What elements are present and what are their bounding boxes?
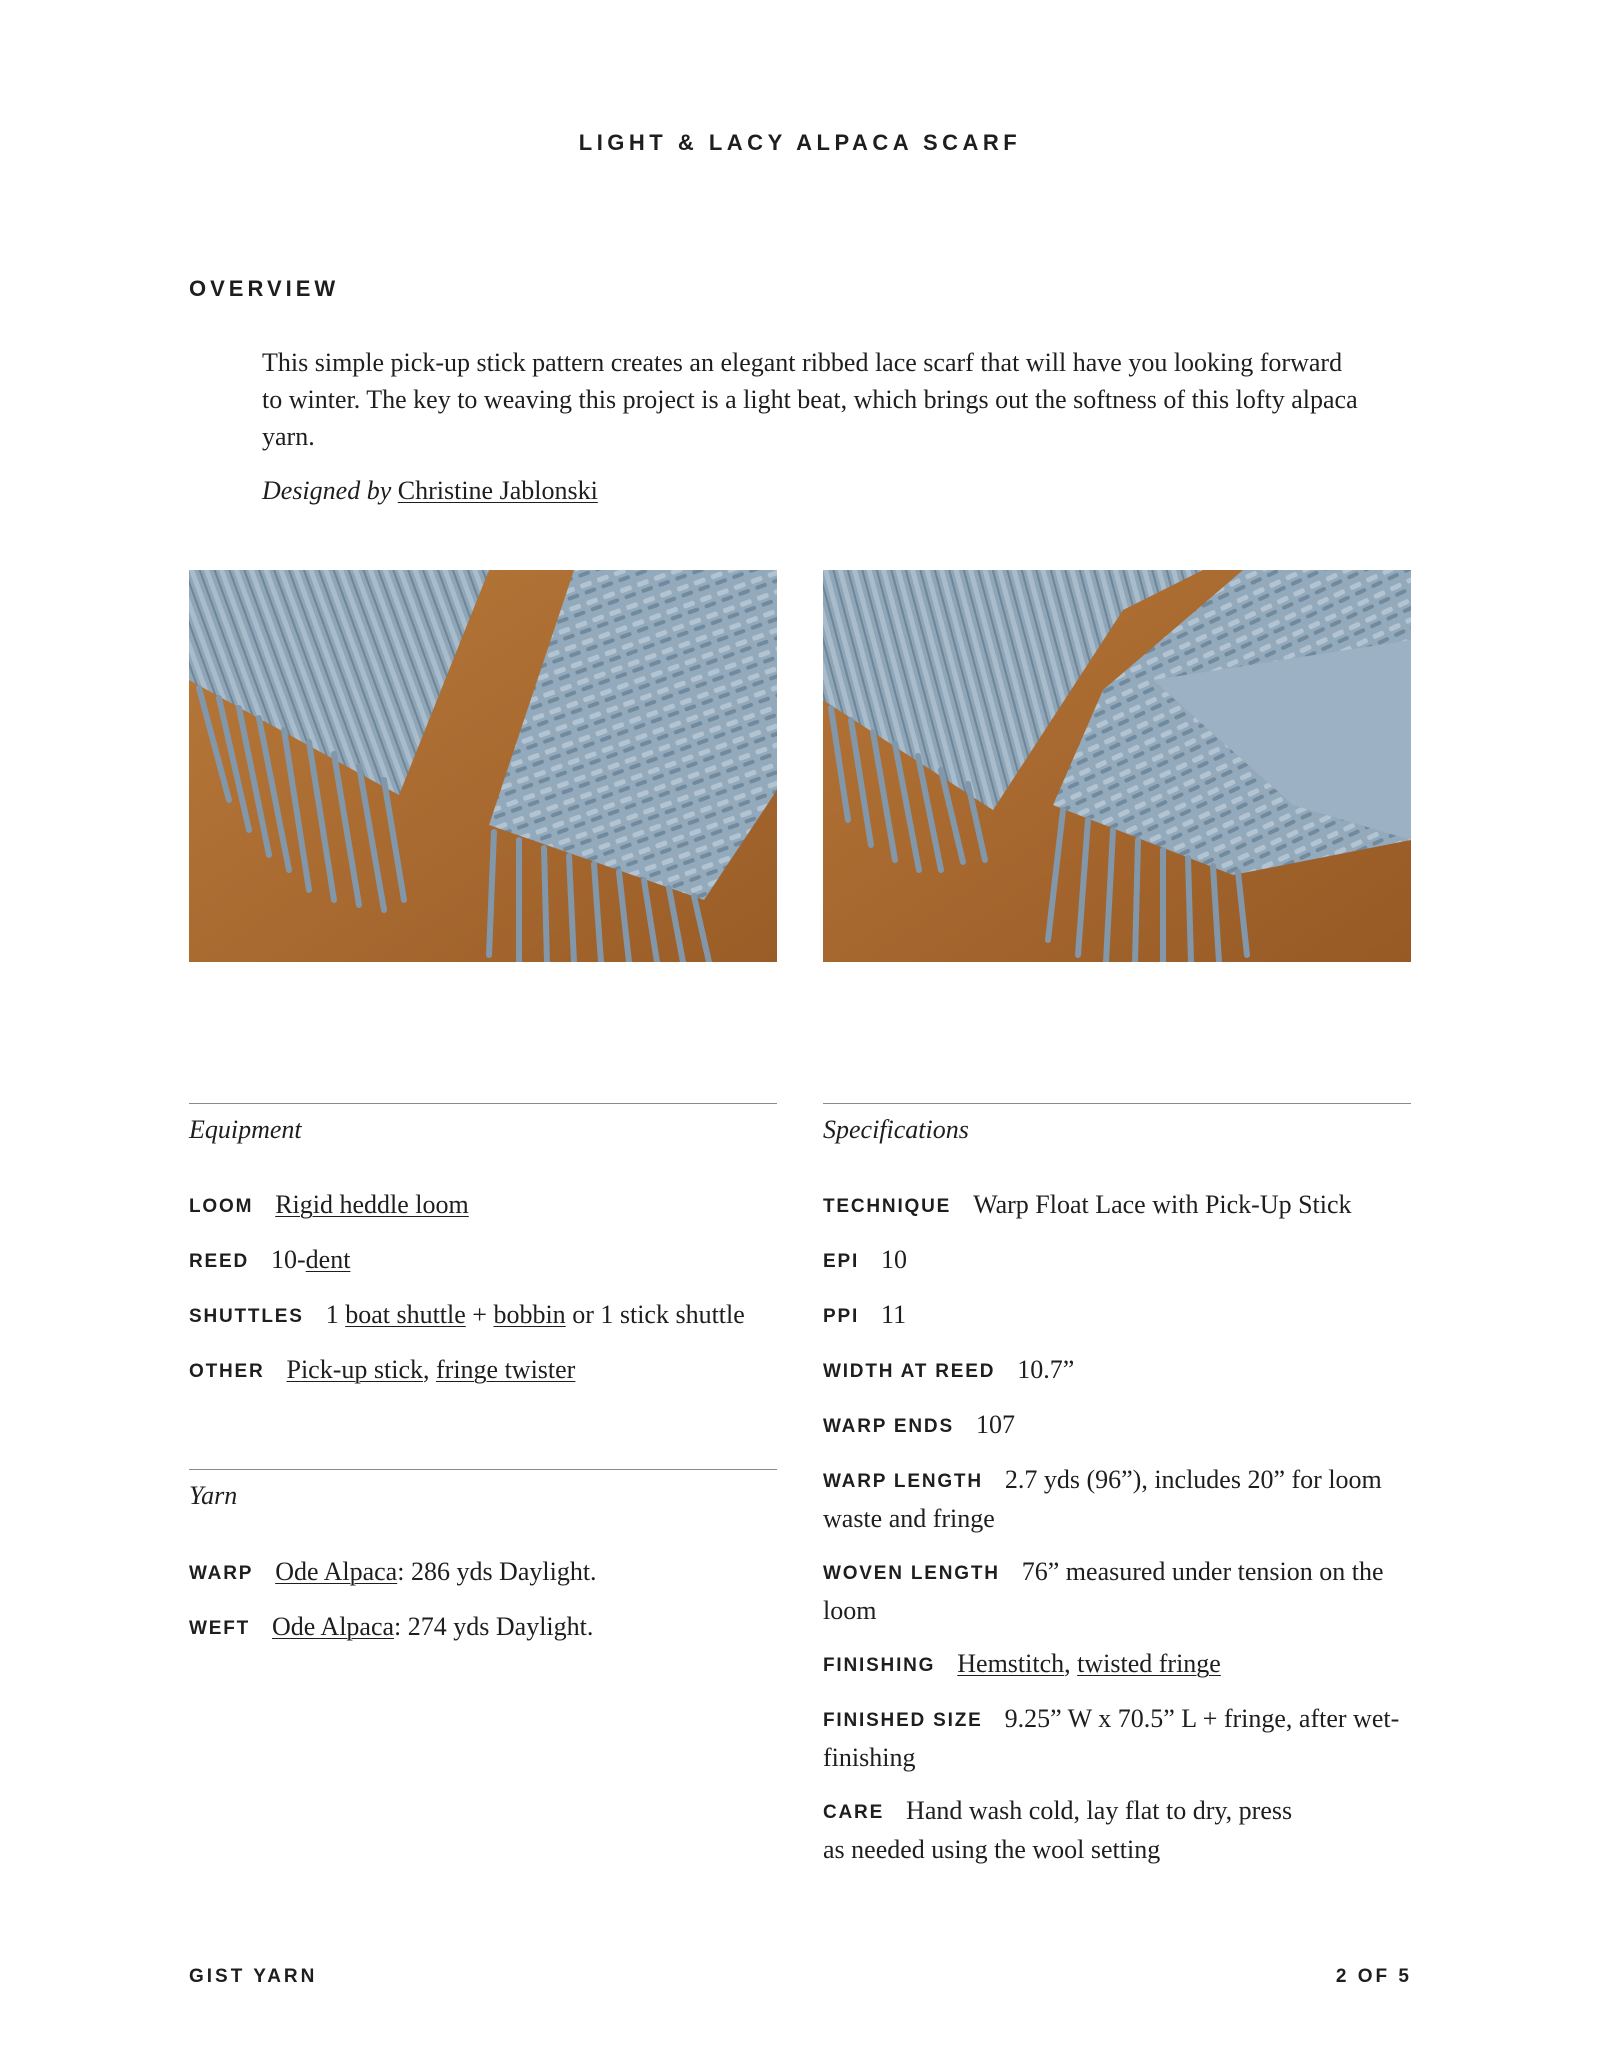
overview-text: This simple pick-up stick pattern creates an elegant ribbed lace scarf that will have you looking forward to winter. The key to weaving this project is a light beat, which brings out the softness of this lofty alpaca yarn. [262, 348, 1358, 451]
technique-value: Warp Float Lace with Pick-Up Stick [973, 1190, 1352, 1219]
width-at-reed-value: 10.7” [1017, 1355, 1075, 1384]
specifications-rule [823, 1103, 1411, 1104]
twisted-fringe-link[interactable]: twisted fringe [1077, 1649, 1221, 1678]
warp-length-line1: 2.7 yds (96”), includes 20” for loom [1004, 1465, 1382, 1494]
spec-width-at-reed [823, 1351, 1074, 1390]
ppi-label: PPI [823, 1306, 860, 1327]
equipment-rule [189, 1103, 777, 1104]
scarf-photo-right [823, 570, 1411, 962]
equipment-loom [189, 1186, 469, 1225]
spec-finishing [823, 1645, 1221, 1684]
spec-epi [823, 1241, 907, 1280]
finished-size-line1: 9.25” W x 70.5” L + fringe, after wet- [1004, 1704, 1400, 1733]
specifications-title: Specifications [823, 1115, 969, 1144]
designed-by-label: Designed by [262, 476, 392, 505]
shuttles-plus: + [465, 1300, 494, 1329]
other-separator: , [423, 1355, 436, 1384]
overview-heading: OVERVIEW [189, 276, 340, 301]
warp-amount: : 286 yds Daylight. [397, 1557, 597, 1586]
equipment-title: Equipment [189, 1115, 302, 1144]
spec-warp-length [823, 1461, 1382, 1537]
yarn-weft [189, 1608, 593, 1647]
care-line1: Hand wash cold, lay flat to dry, press [906, 1796, 1293, 1825]
dent-link[interactable]: dent [305, 1245, 351, 1274]
spec-woven-length [823, 1553, 1384, 1629]
finished-size-label: FINISHED SIZE [823, 1710, 983, 1731]
yarn-title: Yarn [189, 1481, 238, 1510]
spec-warp-ends [823, 1406, 1015, 1445]
fringe-twister-link[interactable]: fringe twister [436, 1355, 576, 1384]
width-at-reed-label: WIDTH AT REED [823, 1361, 996, 1382]
woven-length-line2: loom [823, 1596, 877, 1625]
designer-link[interactable]: Christine Jablonski [397, 476, 598, 505]
technique-label: TECHNIQUE [823, 1196, 952, 1217]
hemstitch-link[interactable]: Hemstitch [957, 1649, 1065, 1678]
other-label: OTHER [189, 1361, 265, 1382]
footer-page-number: 2 OF 5 [1335, 1966, 1412, 1987]
pick-up-stick-link[interactable]: Pick-up stick [286, 1355, 423, 1384]
warp-label: WARP [189, 1563, 254, 1584]
ppi-value: 11 [881, 1300, 907, 1329]
warp-ends-label: WARP ENDS [823, 1416, 954, 1437]
equipment-shuttles [189, 1296, 745, 1335]
ode-alpaca-weft-link[interactable]: Ode Alpaca [272, 1612, 395, 1641]
spec-technique [823, 1186, 1352, 1225]
woven-length-line1: 76” measured under tension on the [1021, 1557, 1384, 1586]
weft-label: WEFT [189, 1618, 251, 1639]
equipment-other [189, 1351, 575, 1390]
care-label: CARE [823, 1802, 885, 1823]
epi-label: EPI [823, 1251, 860, 1272]
warp-length-label: WARP LENGTH [823, 1471, 983, 1492]
epi-value: 10 [881, 1245, 908, 1274]
warp-length-line2: waste and fringe [823, 1504, 995, 1533]
woven-length-label: WOVEN LENGTH [823, 1563, 1000, 1584]
bobbin-link[interactable]: bobbin [493, 1300, 566, 1329]
boat-shuttle-link[interactable]: boat shuttle [345, 1300, 466, 1329]
footer-brand: GIST YARN [189, 1966, 318, 1987]
loom-label: LOOM [189, 1196, 254, 1217]
designer-credit [262, 472, 598, 509]
spec-finished-size [823, 1700, 1399, 1776]
ode-alpaca-warp-link[interactable]: Ode Alpaca [275, 1557, 398, 1586]
document-title: LIGHT & LACY ALPACA SCARF [578, 130, 1022, 155]
shuttles-label: SHUTTLES [189, 1306, 304, 1327]
finishing-label: FINISHING [823, 1655, 936, 1676]
shuttles-rest: or 1 stick shuttle [565, 1300, 745, 1329]
reed-prefix: 10- [271, 1245, 306, 1274]
yarn-rule [189, 1469, 777, 1470]
scarf-photo-left [189, 570, 777, 962]
rigid-heddle-loom-link[interactable]: Rigid heddle loom [275, 1190, 469, 1219]
yarn-warp [189, 1553, 597, 1592]
weft-amount: : 274 yds Daylight. [394, 1612, 594, 1641]
reed-label: REED [189, 1251, 249, 1272]
care-line2: as needed using the wool setting [823, 1835, 1161, 1864]
shuttles-count: 1 [325, 1300, 339, 1329]
finished-size-line2: finishing [823, 1743, 916, 1772]
equipment-reed [189, 1241, 350, 1280]
spec-ppi [823, 1296, 906, 1335]
spec-care [823, 1792, 1292, 1868]
warp-ends-value: 107 [975, 1410, 1015, 1439]
finishing-separator: , [1064, 1649, 1078, 1678]
